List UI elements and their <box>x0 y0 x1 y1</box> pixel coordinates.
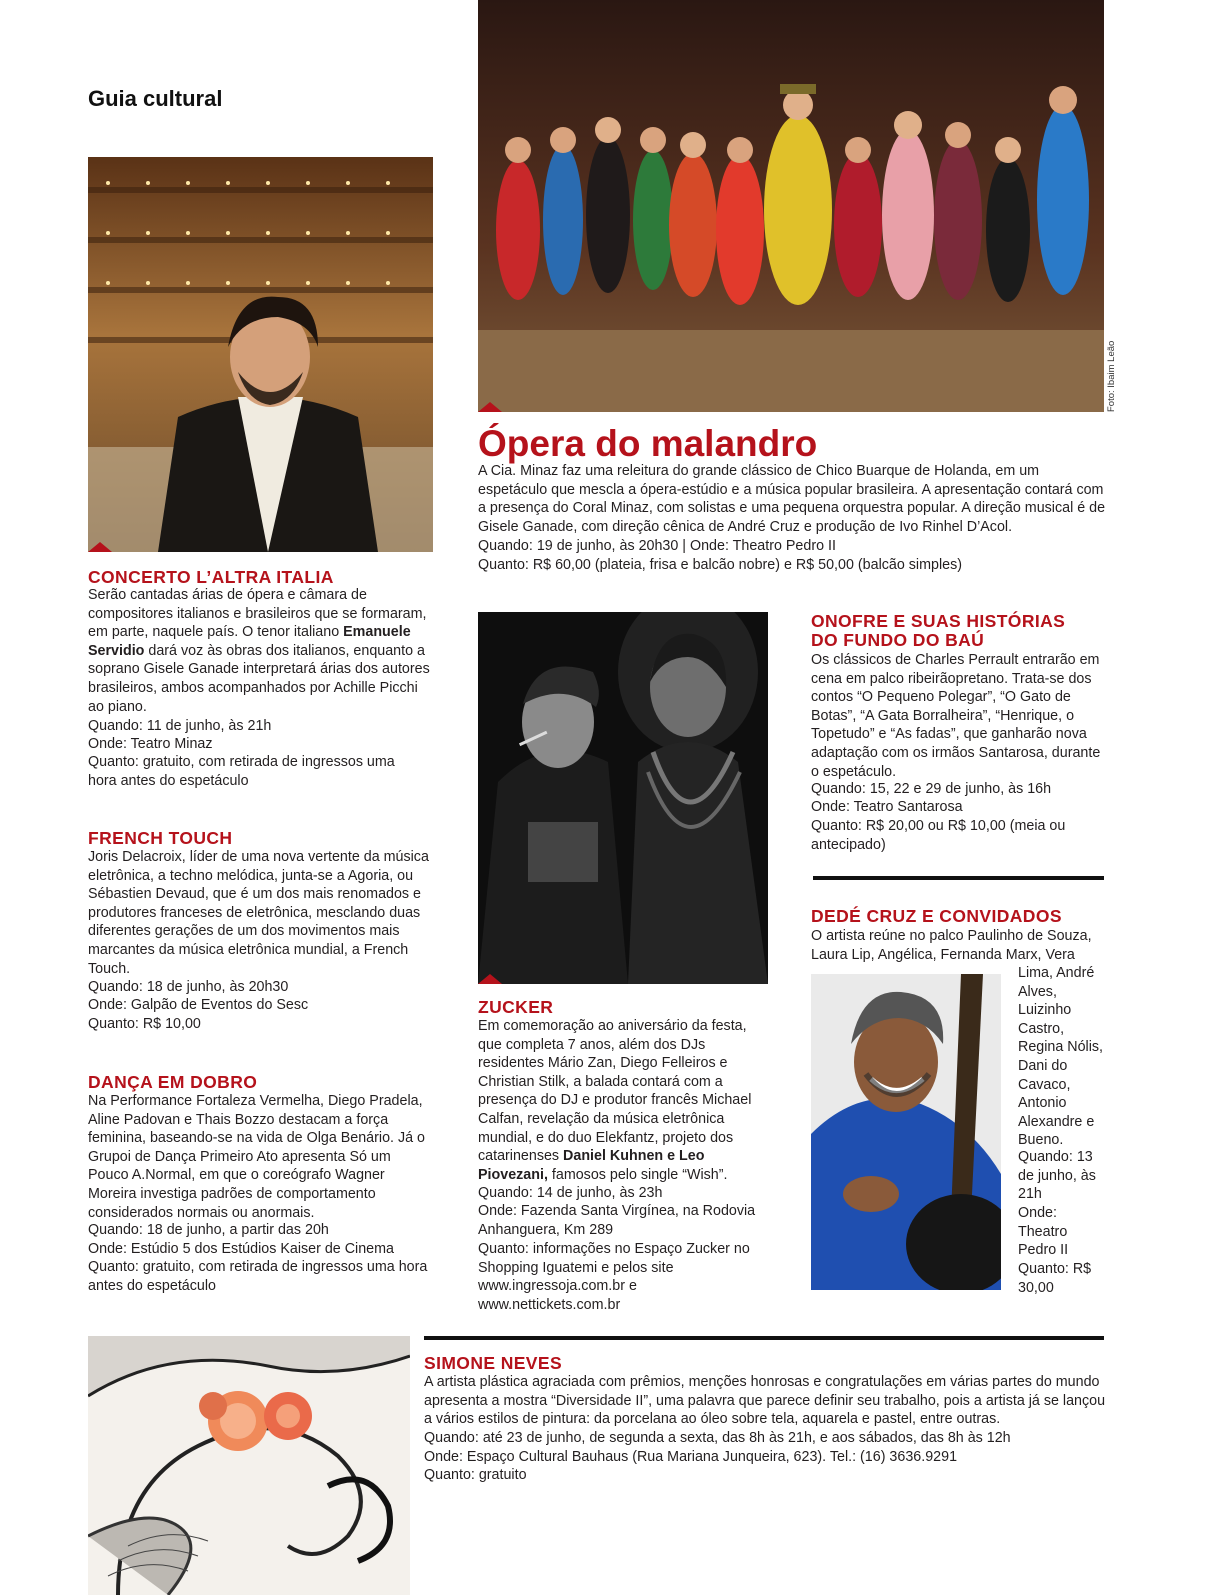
guitarist-image <box>811 974 1001 1290</box>
simone-where: Onde: Espaço Cultural Bauhaus (Rua Mariana Junqueira, 623). Tel.: (16) 3636.9291 <box>424 1449 958 1465</box>
danca-price: Quanto: gratuito, com retirada de ingressos uma hora antes do espetáculo <box>88 1259 428 1294</box>
zucker-body <box>478 1017 770 1184</box>
painting-image <box>88 1336 410 1595</box>
concerto-title: CONCERTO L’ALTRA ITALIA <box>88 567 334 587</box>
hero-price: Quanto: R$ 60,00 (plateia, frisa e balcão nobre) e R$ 50,00 (balcão simples) <box>478 557 962 573</box>
section-divider <box>813 876 1104 880</box>
zucker-when: Quando: 14 de junho, às 23h <box>478 1185 663 1201</box>
danca-body: Na Performance Fortaleza Vermelha, Diego Pradela, Aline Padovan e Thais Bozzo destacam a força feminina, baseando-se na vida de Olga Benário. Já o Grupoi de Dança Primeiro Ato apresenta Só um Pouco A.Normal, em que o coreógrafo Wagner Moreira investiga padrões de comportamento considerados normais ou anormais. <box>88 1093 425 1221</box>
corner-marker-icon <box>88 542 112 552</box>
concerto-body-part-b: dará voz às obras dos italianos, enquanto a soprano Gisele Ganade interpretará árias dos autores brasileiros, ambos acompanhados por Achille Picchi ao piano. <box>88 642 430 715</box>
danca-where: Onde: Estúdio 5 dos Estúdios Kaiser de Cinema <box>88 1241 394 1257</box>
concerto-price: Quanto: gratuito, com retirada de ingressos uma hora antes do espetáculo <box>88 754 395 789</box>
opera-stage-image <box>478 0 1104 412</box>
dede-body-side: Lima, André Alves, Luizinho Castro, Regina Nólis, Dani do Cavaco, Antonio Alexandre e Bueno. <box>1018 965 1104 1149</box>
dede-where: Onde: Theatro Pedro II <box>1018 1205 1069 1259</box>
zucker-where: Onde: Fazenda Santa Virgínea, na Rodovia Anhanguera, Km 289 <box>478 1203 756 1238</box>
onofre-price: Quanto: R$ 20,00 ou R$ 10,00 (meia ou antecipado) <box>811 818 1066 853</box>
concerto-when: Quando: 11 de junho, às 21h <box>88 718 272 734</box>
corner-marker-icon <box>478 974 502 984</box>
concerto-photo <box>88 157 433 552</box>
opera-photo <box>478 0 1104 412</box>
french-title: FRENCH TOUCH <box>88 828 233 848</box>
onofre-title: ONOFRE E SUAS HISTÓRIAS DO FUNDO DO BAÚ <box>811 611 1066 650</box>
simone-body: A artista plástica agraciada com prêmios, menções honrosas e congratulações em várias partes do mundo apresenta a mostra “Diversidade II”, uma palavra que parece definir seu trabalho, pois a artista já se lançou a vários estilos de pintura: da porcelana ao óleo sobre tela, aquarela e pastel, entre outras. <box>424 1374 1106 1428</box>
zucker-photo <box>478 612 768 984</box>
zucker-body-part-a: Em comemoração ao aniversário da festa, que completa 7 anos, além dos DJs residentes Mário Zan, Diego Felleiros e Christian Stilk, a balada contará com a presença do DJ e produtor francês Michael Calfan, revelação da música eletrônica mundial, e do duo Elekfantz, projeto dos catarinenses <box>478 1018 752 1165</box>
theater-tenor-image <box>88 157 433 552</box>
concerto-where: Onde: Teatro Minaz <box>88 736 213 752</box>
concerto-body-part-a: Serão cantadas árias de ópera e câmara de compositores italianos e brasileiros que se formaram, em parte, naquele país. O tenor italiano <box>88 587 427 641</box>
zucker-title: ZUCKER <box>478 997 554 1017</box>
dede-price: Quanto: R$ 30,00 <box>1018 1261 1092 1296</box>
bottom-divider <box>424 1336 1104 1340</box>
hero-body: A Cia. Minaz faz uma releitura do grande clássico de Chico Buarque de Holanda, em um espetáculo que mescla a ópera-estúdio e a música popular brasileira. A apresentação contará com a presença do Coral Minaz, com solistas e uma pequena orquestra popular. A direção musical é de Gisele Ganade, com direção cênica de André Cruz e produção de Ivo Rinhel D’Acol. <box>478 463 1106 535</box>
section-label: Guia cultural <box>88 86 223 111</box>
concerto-body <box>88 586 434 716</box>
dede-title: DEDÉ CRUZ E CONVIDADOS <box>811 906 1062 926</box>
onofre-when: Quando: 15, 22 e 29 de junho, às 16h <box>811 781 1052 797</box>
concerto-body-bold: Emanuele Servidio <box>88 624 411 659</box>
corner-marker-icon <box>478 402 502 412</box>
onofre-where: Onde: Teatro Santarosa <box>811 799 963 815</box>
french-price: Quanto: R$ 10,00 <box>88 1016 201 1032</box>
simone-title: SIMONE NEVES <box>424 1353 563 1373</box>
dede-when: Quando: 13 de junho, às 21h <box>1018 1149 1096 1203</box>
french-body: Joris Delacroix, líder de uma nova vertente da música eletrônica, a techno melódica, junta-se a Agoria, ou Sébastien Devaud, que é um dos mais renomados e produtores franceses de eletrônica, mesclando duas diferentes gerações de um dos movimentos mais marcantes da música eletrônica mundial, a French Touch. <box>88 849 429 977</box>
zucker-price: Quanto: informações no Espaço Zucker no Shopping Iguatemi e pelos site www.ingressoja.com.br e www.nettickets.com.br <box>478 1241 750 1313</box>
zucker-body-bold: Daniel Kuhnen e Leo Piovezani, <box>478 1148 705 1183</box>
zucker-body-part-b: famosos pelo single “Wish”. <box>547 1166 728 1183</box>
danca-when: Quando: 18 de junho, a partir das 20h <box>88 1222 329 1238</box>
danca-title: DANÇA EM DOBRO <box>88 1072 258 1092</box>
photo-credit: Foto: Ibaim Leão <box>1106 340 1117 412</box>
hero-when: Quando: 19 de junho, às 20h30 | Onde: Theatro Pedro II <box>478 538 836 554</box>
dede-photo <box>811 974 1001 1290</box>
simone-artwork <box>88 1336 410 1595</box>
hero-title: Ópera do malandro <box>478 423 818 464</box>
french-where: Onde: Galpão de Eventos do Sesc <box>88 997 309 1013</box>
simone-price: Quanto: gratuito <box>424 1467 527 1483</box>
french-when: Quando: 18 de junho, às 20h30 <box>88 979 289 995</box>
simone-when: Quando: até 23 de junho, de segunda a sexta, das 8h às 21h, e aos sábados, das 8h às 12h <box>424 1430 1011 1446</box>
onofre-body: Os clássicos de Charles Perrault entrarão em cena em palco ribeirãopretano. Trata-se dos contos “O Pequeno Polegar”, “O Gato de Botas”, “A Gata Borralheira”, “Henrique, o Topetudo” e “As fadas”, que ganharão nova adaptação com os irmãos Santarosa, durante o espetáculo. <box>811 652 1101 780</box>
dede-body-top: O artista reúne no palco Paulinho de Souza, Laura Lip, Angélica, Fernanda Marx, Vera <box>811 928 1092 963</box>
zucker-djs-image <box>478 612 768 984</box>
